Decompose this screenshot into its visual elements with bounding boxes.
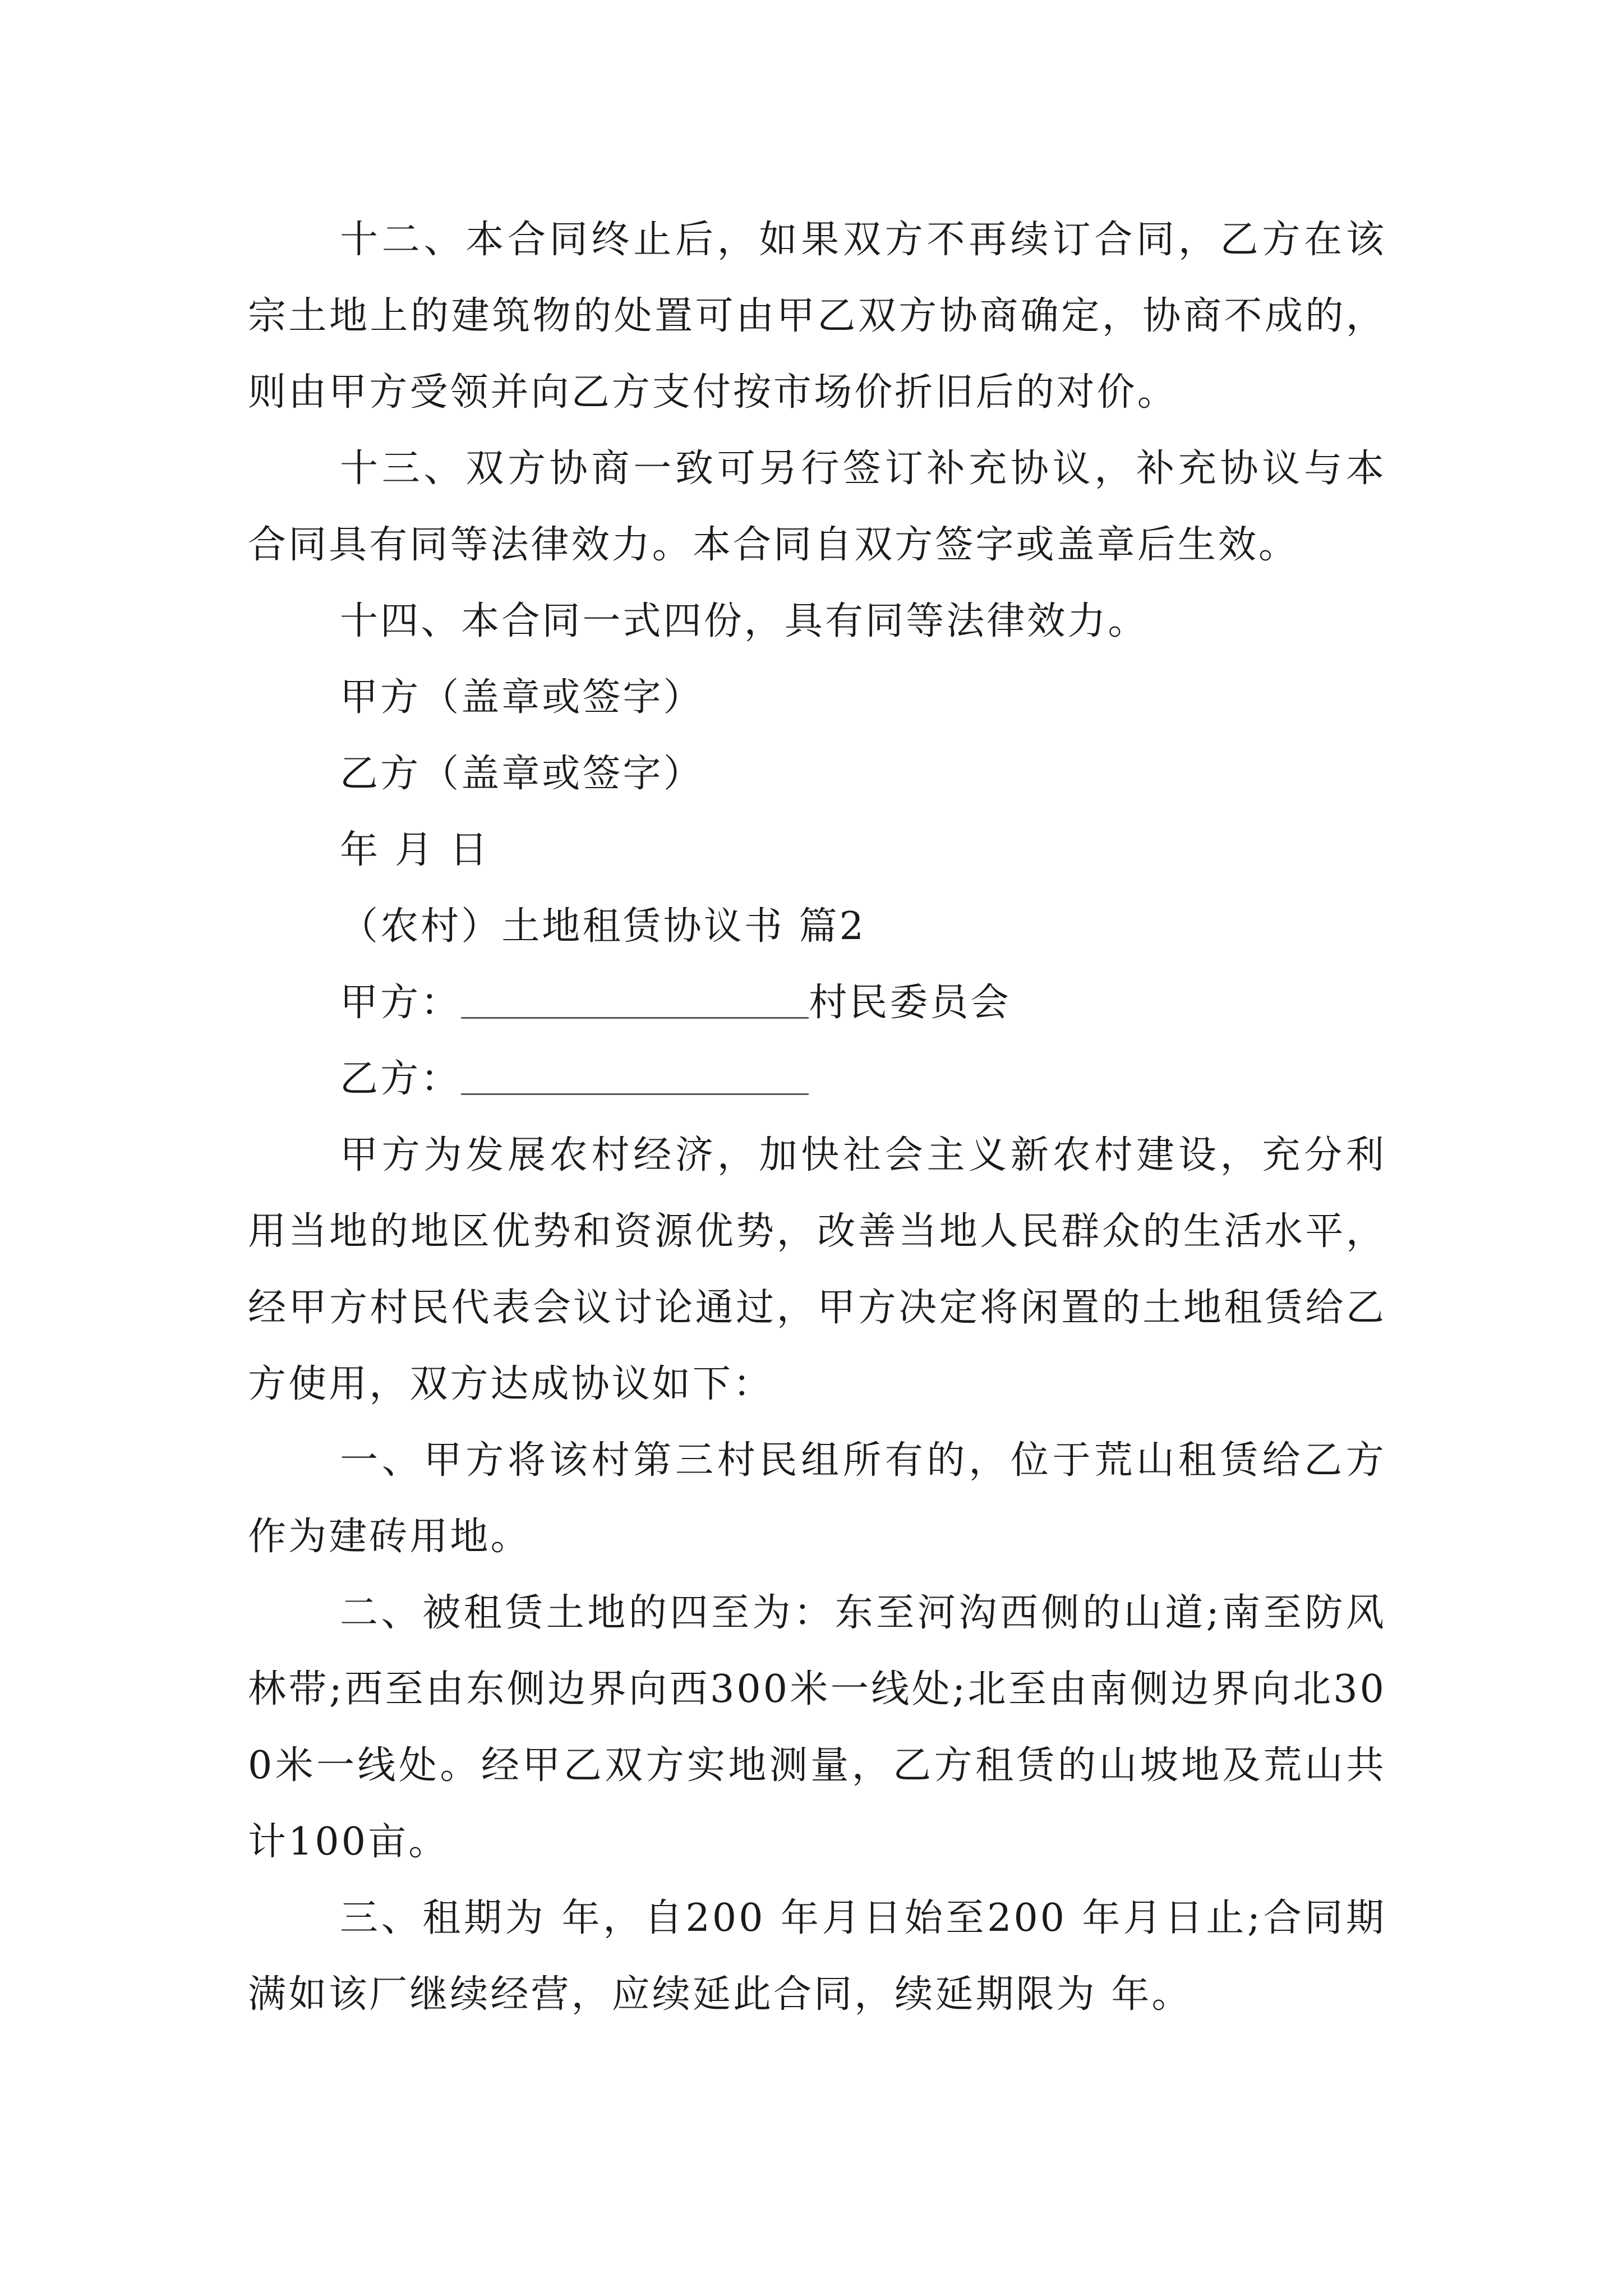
party-a-label: 甲方： bbox=[340, 981, 462, 1025]
party-b-blank bbox=[461, 1060, 809, 1095]
party-a-blank bbox=[461, 983, 809, 1019]
clause-1: 一、甲方将该村第三村民组所有的，位于荒山租赁给乙方作为建砖用地。 bbox=[248, 1438, 1386, 1559]
clause-13: 十三、双方协商一致可另行签订补充协议，补充协议与本合同具有同等法律效力。本合同自双方签字或盖章后生效。 bbox=[248, 447, 1386, 567]
intro-paragraph: 甲方为发展农村经济，加快社会主义新农村建设，充分利用当地的地区优势和资源优势，改善当地人民群众的生活水平，经甲方村民代表会议讨论通过，甲方决定将闲置的土地租赁给乙方使用，双方达成协议如下： bbox=[248, 1133, 1386, 1406]
party-a-signature: 甲方（盖章或签字） bbox=[340, 675, 704, 720]
document-body bbox=[248, 202, 1386, 2033]
party-b-signature: 乙方（盖章或签字） bbox=[340, 752, 704, 796]
clause-3: 三、租期为 年，自200 年月日始至200 年月日止;合同期满如该厂继续经营，应续延此合同，续延期限为 年。 bbox=[248, 1896, 1386, 2017]
clause-12: 十二、本合同终止后，如果双方不再续订合同，乙方在该宗土地上的建筑物的处置可由甲乙双方协商确定，协商不成的，则由甲方受领并向乙方支付按市场价折旧后的对价。 bbox=[248, 218, 1386, 415]
party-a-suffix: 村民委员会 bbox=[809, 981, 1011, 1025]
party-b-label: 乙方： bbox=[340, 1057, 462, 1101]
clause-14: 十四、本合同一式四份，具有同等法律效力。 bbox=[340, 599, 1149, 643]
signature-date: 年 月 日 bbox=[340, 828, 490, 872]
party-b-line bbox=[248, 1041, 1386, 1117]
section-heading: （农村）土地租赁协议书 篇2 bbox=[340, 904, 866, 949]
party-a-line bbox=[248, 965, 1386, 1041]
clause-2: 二、被租赁土地的四至为：东至河沟西侧的山道;南至防风林带;西至由东侧边界向西300米一线处;北至由南侧边界向北300米一线处。经甲乙双方实地测量，乙方租赁的山坡地及荒山共计100亩。 bbox=[248, 1591, 1386, 1864]
